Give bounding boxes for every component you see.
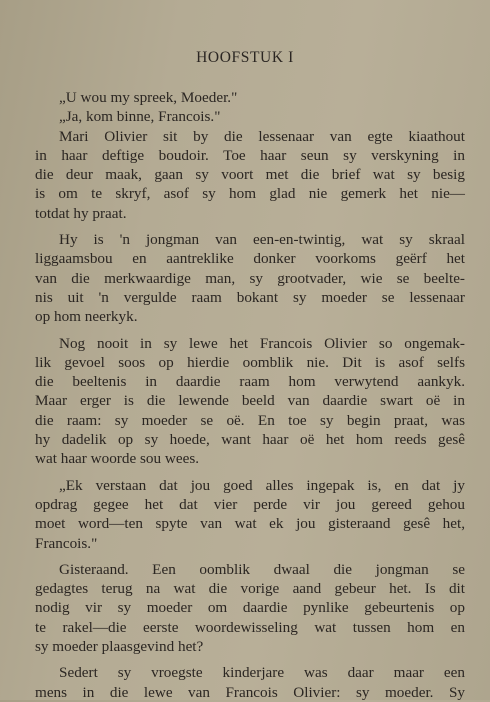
text-line: mens in die lewe van Francois Olivier: sy moeder. Sy xyxy=(35,683,465,701)
text-line: „U wou my spreek, Moeder." xyxy=(59,89,238,106)
text-line: hy dadelik op sy hoede, want haar oë het hom reeds gesê xyxy=(35,431,465,449)
text-line: van die merkwaardige man, sy grootvader, wie se beelte- xyxy=(35,269,465,287)
text-line: die deur maak, gaan sy voort met die brief wat sy besig xyxy=(35,166,465,184)
text-line: Sedert sy vroegste kinderjare was daar maar een xyxy=(59,664,465,682)
text-line: liggaamsbou en aantreklike donker voorkoms geërf het xyxy=(35,250,465,268)
text-line: wat haar woorde sou wees. xyxy=(35,450,200,468)
text-line: nis uit 'n vergulde raam bokant sy moeder se lessenaar xyxy=(35,288,465,306)
paragraph xyxy=(35,334,465,469)
text-line: Nog nooit in sy lewe het Francois Olivier so ongemak- xyxy=(59,334,465,352)
text-line: gedagtes terug na wat die vorige aand gebeur het. Is dit xyxy=(35,580,465,598)
text-line: totdat hy praat. xyxy=(35,204,127,222)
text-line: sy moeder plaasgevind het? xyxy=(35,638,204,656)
text-line: Hy is 'n jongman van een-en-twintig, wat sy skraal xyxy=(59,231,465,249)
paragraph-gap xyxy=(35,469,465,476)
paragraph xyxy=(35,560,465,656)
text-line: nodig vir sy moeder om daardie pynlike gebeurtenis op xyxy=(35,599,465,617)
text-line: „Ja, kom binne, Francois." xyxy=(59,108,221,126)
paragraph xyxy=(35,107,465,126)
text-line: in haar deftige boudoir. Toe haar seun sy verskyning in xyxy=(35,146,465,164)
paragraph xyxy=(35,88,465,107)
paragraph-gap xyxy=(35,656,465,663)
text-line: Mari Olivier sit by die lessenaar van egte kiaathout xyxy=(59,127,465,145)
paragraph xyxy=(35,476,465,553)
chapter-title: HOOFSTUK I xyxy=(196,49,294,66)
paragraph xyxy=(35,230,465,326)
paragraph-gap xyxy=(35,223,465,230)
paragraph-gap xyxy=(35,327,465,334)
text-line: Gisteraand. Een oomblik dwaal die jongman se xyxy=(59,560,465,578)
text-line: die beeltenis in daardie raam hom verwytend aankyk. xyxy=(35,373,465,391)
paragraph-gap xyxy=(35,553,465,560)
text-line: Francois." xyxy=(35,534,98,552)
text-line: te rakel—die eerste woordewisseling wat tussen hom en xyxy=(35,618,465,636)
text-line: op hom neerkyk. xyxy=(35,308,138,326)
text-line: opdrag gegee het dat vier perde vir jou gereed gehou xyxy=(35,495,465,513)
text-line: is om te skryf, asof sy hom glad nie gemerk het nie— xyxy=(35,185,465,203)
text-line: Maar erger is die lewende beeld van daardie swart oë in xyxy=(35,392,465,410)
text-line: „Ek verstaan dat jou goed alles ingepak is, en dat jy xyxy=(59,476,465,494)
text-line: moet word—ten spyte van wat ek jou gisteraand gesê het, xyxy=(35,515,465,533)
text-line: lik gevoel soos op hierdie oomblik nie. Dit is asof selfs xyxy=(35,353,465,371)
paragraph xyxy=(35,663,465,702)
paragraph xyxy=(35,127,465,223)
text-line: die raam: sy moeder se oë. En toe sy begin praat, was xyxy=(35,411,465,429)
body-text xyxy=(35,88,465,702)
